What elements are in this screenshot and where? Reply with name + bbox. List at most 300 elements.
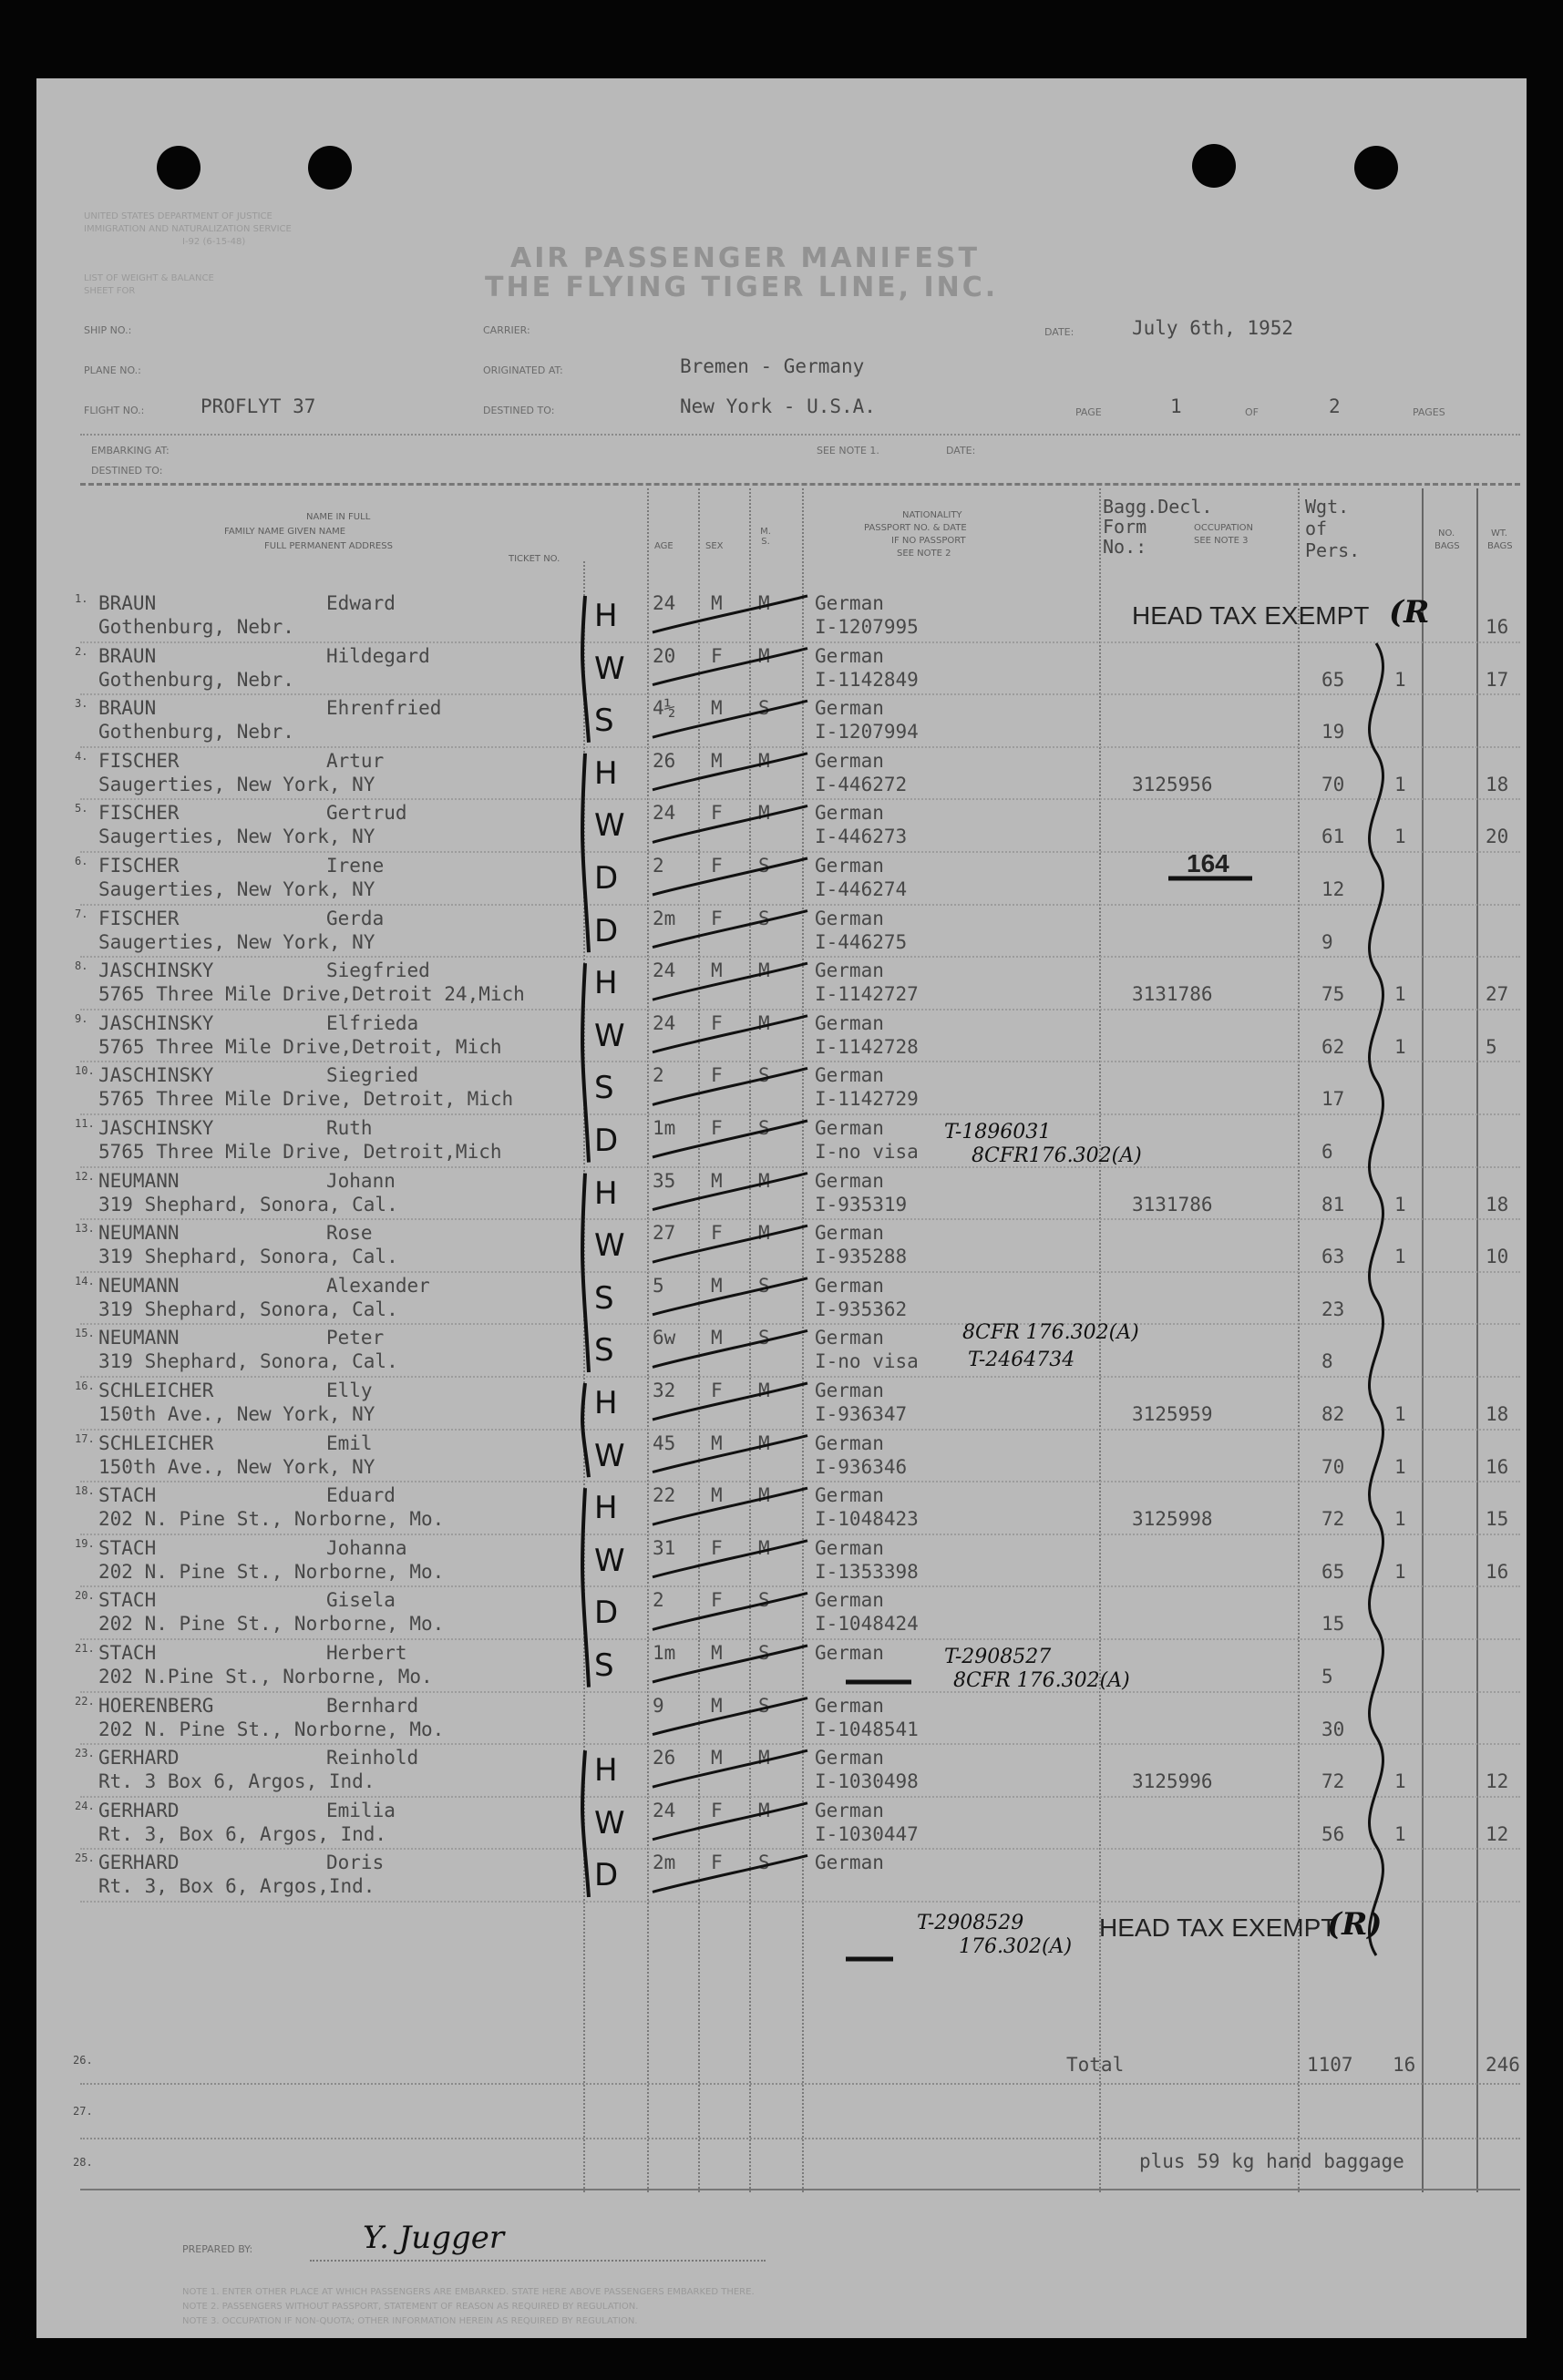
cell-given: Artur	[326, 749, 385, 772]
wgt-head-1: Wgt.	[1305, 496, 1350, 518]
cell-num: 2.	[75, 644, 88, 658]
originated-value: Bremen - Germany	[680, 355, 865, 377]
cell-wgt: 82	[1321, 1403, 1345, 1425]
cell-bags: 1	[1394, 1822, 1406, 1845]
cell-address: Saugerties, New York, NY	[98, 878, 375, 900]
cell-address: Gothenburg, Nebr.	[98, 721, 294, 744]
family-role-mark: D	[594, 1123, 619, 1159]
cell-num: 12.	[75, 1169, 95, 1183]
cell-age: 22	[653, 1484, 676, 1507]
cell-given: Edward	[326, 592, 396, 614]
cell-given: Gisela	[326, 1589, 396, 1612]
date2-label: DATE:	[946, 445, 976, 457]
cell-family: GERHARD	[98, 1852, 180, 1874]
cell-bagg: 3125959	[1132, 1403, 1213, 1425]
cell-age: 2	[653, 855, 664, 877]
carrier-title: THE FLYING TIGER LINE, INC.	[485, 272, 999, 303]
cell-age: 2m	[653, 1852, 676, 1874]
cell-address: Saugerties, New York, NY	[98, 826, 375, 848]
note-1: NOTE 1. ENTER OTHER PLACE AT WHICH PASSENGERS ARE EMBARKED. STATE HERE ABOVE PASSENGERS EMBARKED THERE.	[182, 2287, 755, 2297]
cell-address: Gothenburg, Nebr.	[98, 668, 294, 691]
cell-num: 11.	[75, 1117, 95, 1130]
cell-age: 4½	[653, 697, 676, 720]
cell-ms: M	[758, 1799, 770, 1821]
cell-address: 202 N. Pine St., Norborne, Mo.	[98, 1718, 445, 1740]
ref-25-b: 176.302(A)	[959, 1935, 1073, 1958]
cell-family: FISCHER	[98, 749, 180, 772]
cell-age: 1m	[653, 1117, 676, 1139]
pages-label: PAGES	[1413, 406, 1445, 418]
family-role-mark: W	[594, 1227, 625, 1265]
cell-num: 21.	[75, 1642, 95, 1655]
cell-family: STACH	[98, 1642, 157, 1664]
cell-sex: F	[711, 907, 723, 929]
cell-wbag: 16	[1486, 1560, 1509, 1583]
name-head-2: FAMILY NAME GIVEN NAME	[224, 527, 346, 537]
cell-nat: German	[815, 1117, 884, 1139]
cell-wbag: 17	[1486, 668, 1509, 691]
cell-wbag: 18	[1486, 1403, 1509, 1425]
cell-wgt: 12	[1321, 878, 1345, 900]
cell-nat: German	[815, 1011, 884, 1034]
cell-sex: M	[711, 592, 723, 614]
cell-address: 202 N.Pine St., Norborne, Mo.	[98, 1666, 433, 1688]
cell-nat: German	[815, 855, 884, 877]
cell-passport: I-935319	[815, 1193, 908, 1216]
cell-bags: 1	[1394, 1770, 1406, 1793]
cell-passport: I-no visa	[815, 1141, 919, 1163]
note-3: NOTE 3. OCCUPATION IF NON-QUOTA; OTHER INFORMATION HEREIN AS REQUIRED BY REGULATION.	[182, 2316, 638, 2326]
cell-passport: I-446275	[815, 930, 908, 953]
cell-ms: M	[758, 1011, 770, 1034]
cell-nat: German	[815, 1222, 884, 1245]
cell-sex: M	[711, 1642, 723, 1664]
embarking-label: EMBARKING AT:	[91, 445, 170, 457]
cell-age: 24	[653, 1011, 676, 1034]
cell-nat: German	[815, 749, 884, 772]
cell-family: JASCHINSKY	[98, 959, 214, 982]
cell-age: 32	[653, 1380, 676, 1401]
cell-family: HOERENBERG	[98, 1694, 214, 1717]
cell-family: GERHARD	[98, 1747, 180, 1770]
ref-21-a: T-2908527	[944, 1646, 1052, 1668]
strike-stroke	[653, 1646, 807, 1682]
cell-sex: F	[711, 1852, 723, 1874]
cell-bagg: 3125996	[1132, 1770, 1213, 1793]
flight-value: PROFLYT 37	[201, 395, 316, 417]
cell-nat: German	[815, 1536, 884, 1559]
strike-stroke	[653, 1855, 807, 1892]
cell-nat: German	[815, 1380, 884, 1401]
bagg-head-1: Bagg.Decl.	[1103, 496, 1213, 518]
cell-given: Johanna	[326, 1536, 407, 1559]
cell-address: 202 N. Pine St., Norborne, Mo.	[98, 1560, 445, 1583]
strike-stroke	[653, 963, 807, 1000]
exempt-wavy-line	[1369, 643, 1383, 1955]
cell-wgt: 72	[1321, 1508, 1345, 1531]
family-role-mark: H	[594, 965, 618, 1002]
cell-num: 1.	[75, 592, 88, 605]
cell-sex: F	[711, 802, 723, 825]
cell-nat: German	[815, 1484, 884, 1507]
cell-given: Gerda	[326, 907, 385, 929]
cell-family: FISCHER	[98, 802, 180, 825]
cell-family: NEUMANN	[98, 1222, 180, 1245]
family-role-mark: S	[594, 1332, 614, 1370]
cell-bags: 1	[1394, 1403, 1406, 1425]
cell-wgt: 19	[1321, 721, 1345, 744]
cell-given: Gertrud	[326, 802, 407, 825]
cell-wbag: 12	[1486, 1822, 1509, 1845]
cell-bags: 1	[1394, 1560, 1406, 1583]
wgt-head-2: of	[1305, 518, 1328, 539]
strike-stroke	[653, 858, 807, 895]
ref-15-b: T-2464734	[968, 1349, 1075, 1371]
cell-wgt: 6	[1321, 1141, 1333, 1163]
wgt-head-3: Pers.	[1305, 539, 1361, 561]
cell-wbag: 18	[1486, 1193, 1509, 1216]
cell-ms: S	[758, 907, 770, 929]
cell-num: 16.	[75, 1380, 95, 1392]
cell-wbag: 16	[1486, 616, 1509, 638]
strike-stroke	[653, 649, 807, 685]
bagg-head-2: Form	[1103, 516, 1147, 538]
cell-passport: I-1048423	[815, 1508, 919, 1531]
total-label: Total	[1066, 2054, 1125, 2076]
cell-ms: S	[758, 855, 770, 877]
cell-family: SCHLEICHER	[98, 1380, 214, 1401]
cell-wgt: 81	[1321, 1193, 1345, 1216]
cell-given: Ehrenfried	[326, 697, 442, 720]
ref-11-a: T-1896031	[944, 1121, 1052, 1144]
cell-wbag: 16	[1486, 1455, 1509, 1478]
cell-family: FISCHER	[98, 855, 180, 877]
cell-sex: M	[711, 1169, 723, 1192]
strike-stroke	[653, 1383, 807, 1420]
family-role-mark: H	[594, 598, 618, 634]
cell-sex: F	[711, 1799, 723, 1821]
cell-ms: M	[758, 749, 770, 772]
agency-line-2: IMMIGRATION AND NATURALIZATION SERVICE	[84, 224, 292, 234]
cell-sex: M	[711, 749, 723, 772]
family-bracket	[582, 596, 589, 743]
cell-ms: S	[758, 1694, 770, 1717]
cell-address: Saugerties, New York, NY	[98, 930, 375, 953]
cell-ms: M	[758, 802, 770, 825]
cell-nat: German	[815, 1694, 884, 1717]
nationality-head-2: PASSPORT NO. & DATE	[864, 523, 967, 533]
cell-address: Saugerties, New York, NY	[98, 773, 375, 795]
family-bracket	[582, 1383, 589, 1477]
cell-bagg: 3131786	[1132, 1193, 1213, 1216]
strike-stroke	[653, 1593, 807, 1629]
flight-label: FLIGHT NO.:	[84, 405, 145, 416]
cell-wgt: 23	[1321, 1298, 1345, 1320]
cell-ms: S	[758, 1117, 770, 1139]
cell-wbag: 18	[1486, 773, 1509, 795]
of-label: OF	[1245, 406, 1259, 418]
originated-label: ORIGINATED AT:	[483, 364, 563, 376]
date-value: July 6th, 1952	[1132, 317, 1294, 339]
cell-bags: 1	[1394, 1455, 1406, 1478]
cell-age: 2	[653, 1589, 664, 1612]
occupation-head-1: OCCUPATION	[1194, 523, 1254, 533]
cell-num: 23.	[75, 1747, 95, 1760]
cell-wbag: 15	[1486, 1508, 1509, 1531]
prepared-label: PREPARED BY:	[182, 2243, 253, 2255]
cell-wgt: 56	[1321, 1822, 1345, 1845]
strike-stroke	[653, 1016, 807, 1052]
cell-address: 150th Ave., New York, NY	[98, 1455, 375, 1478]
name-head-1: NAME IN FULL	[306, 512, 371, 522]
cell-given: Herbert	[326, 1642, 407, 1664]
family-role-mark: D	[594, 860, 619, 897]
strike-stroke	[653, 596, 807, 632]
family-role-mark: W	[594, 1542, 625, 1579]
cell-address: 319 Shephard, Sonora, Cal.	[98, 1298, 398, 1320]
cell-ms: M	[758, 1222, 770, 1245]
cell-address: 5765 Three Mile Drive,Detroit, Mich	[98, 1035, 502, 1058]
cell-ms: S	[758, 1852, 770, 1874]
cell-nat: German	[815, 697, 884, 720]
family-role-mark: D	[594, 1595, 619, 1632]
head-tax-exempt-stamp-1: HEAD TAX EXEMPT	[1132, 601, 1370, 630]
strike-stroke	[653, 1068, 807, 1104]
cell-sex: F	[711, 644, 723, 667]
cell-passport: I-446274	[815, 878, 908, 900]
agency-line-3: I-92 (6-15-48)	[182, 237, 246, 247]
cell-ms: M	[758, 592, 770, 614]
family-role-mark: H	[594, 754, 618, 792]
weight-note-2: SHEET FOR	[84, 286, 136, 296]
cell-age: 26	[653, 1747, 676, 1770]
cell-given: Bernhard	[326, 1694, 419, 1717]
ticket-head: TICKET NO.	[509, 554, 560, 564]
no-bags-head-1: NO.	[1438, 528, 1455, 539]
head-tax-mark-2: (R)	[1327, 1906, 1383, 1943]
cell-num: 3.	[75, 697, 88, 711]
handwriting-overlay	[36, 78, 1527, 2338]
family-role-mark: W	[594, 807, 625, 845]
strike-stroke	[653, 1121, 807, 1157]
strike-stroke	[653, 1698, 807, 1735]
cell-bags: 1	[1394, 1508, 1406, 1531]
cell-bags: 1	[1394, 983, 1406, 1006]
cell-nat: German	[815, 644, 884, 667]
strike-stroke	[653, 805, 807, 842]
cell-nat: German	[815, 907, 884, 929]
ref-21-b: 8CFR 176.302(A)	[953, 1669, 1130, 1692]
cell-wgt: 9	[1321, 930, 1333, 953]
strike-stroke	[653, 911, 807, 948]
page-value: 1	[1170, 395, 1182, 417]
cell-wbag: 20	[1486, 826, 1509, 848]
cell-address: 150th Ave., New York, NY	[98, 1403, 375, 1425]
cell-age: 5	[653, 1274, 664, 1297]
cell-wgt: 72	[1321, 1770, 1345, 1793]
cell-passport: I-1048424	[815, 1613, 919, 1636]
cell-nat: German	[815, 1064, 884, 1087]
row-num-27: 27.	[73, 2105, 93, 2118]
strike-stroke	[653, 1488, 807, 1524]
cell-wbag: 10	[1486, 1246, 1509, 1268]
cell-num: 15.	[75, 1327, 95, 1340]
cell-nat: German	[815, 1589, 884, 1612]
family-bracket	[582, 1488, 589, 1687]
cell-ms: M	[758, 1536, 770, 1559]
ms-head: M. S.	[760, 527, 771, 547]
cell-passport: I-446272	[815, 773, 908, 795]
cell-family: JASCHINSKY	[98, 1117, 214, 1139]
cell-sex: F	[711, 1064, 723, 1087]
cell-address: 202 N. Pine St., Norborne, Mo.	[98, 1508, 445, 1531]
cell-age: 24	[653, 802, 676, 825]
family-bracket	[582, 1750, 589, 1897]
cell-passport: I-1048541	[815, 1718, 919, 1740]
strike-stroke	[653, 1803, 807, 1840]
agency-line-1: UNITED STATES DEPARTMENT OF JUSTICE	[84, 211, 272, 221]
family-bracket	[582, 1174, 589, 1372]
name-head-3: FULL PERMANENT ADDRESS	[264, 541, 393, 551]
cell-passport: I-1142729	[815, 1088, 919, 1111]
strike-stroke	[653, 1226, 807, 1262]
cell-num: 25.	[75, 1852, 95, 1865]
head-tax-mark-1: (R	[1389, 594, 1430, 631]
cell-num: 17.	[75, 1431, 95, 1445]
cell-passport: I-935362	[815, 1298, 908, 1320]
cell-age: 1m	[653, 1642, 676, 1664]
cell-age: 24	[653, 959, 676, 982]
cell-family: BRAUN	[98, 697, 157, 720]
no-bags-head-2: BAGS	[1434, 541, 1460, 551]
cell-given: Peter	[326, 1327, 385, 1349]
cell-ms: S	[758, 1589, 770, 1612]
cell-address: Gothenburg, Nebr.	[98, 616, 294, 638]
cell-sex: F	[711, 1222, 723, 1245]
ref-25-a: T-2908529	[917, 1912, 1024, 1934]
cell-given: Elly	[326, 1380, 373, 1401]
cell-ms: M	[758, 1431, 770, 1454]
cell-num: 24.	[75, 1799, 95, 1812]
nationality-head-1: NATIONALITY	[902, 510, 962, 520]
date-label: DATE:	[1044, 326, 1075, 338]
cell-wgt: 62	[1321, 1035, 1345, 1058]
row-num-28: 28.	[73, 2156, 93, 2169]
cell-address: 5765 Three Mile Drive, Detroit, Mich	[98, 1088, 514, 1111]
cell-nat: German	[815, 1642, 884, 1664]
strike-stroke	[653, 701, 807, 737]
cell-address: 319 Shephard, Sonora, Cal.	[98, 1193, 398, 1216]
cell-num: 18.	[75, 1484, 95, 1498]
cell-family: JASCHINSKY	[98, 1011, 214, 1034]
cell-passport: I-1142728	[815, 1035, 919, 1058]
weight-note-1: LIST OF WEIGHT & BALANCE	[84, 273, 214, 283]
total-bags: 16	[1393, 2054, 1416, 2076]
cell-num: 5.	[75, 802, 88, 816]
occupation-head-2: SEE NOTE 3	[1194, 536, 1249, 546]
cell-sex: M	[711, 959, 723, 982]
cell-wgt: 5	[1321, 1666, 1333, 1688]
cell-given: Alexander	[326, 1274, 430, 1297]
strike-stroke	[653, 1330, 807, 1367]
cell-num: 6.	[75, 855, 88, 867]
cell-ms: M	[758, 644, 770, 667]
sex-head: SEX	[705, 541, 724, 551]
cell-wgt: 63	[1321, 1246, 1345, 1268]
cell-num: 19.	[75, 1536, 95, 1550]
cell-nat: German	[815, 1431, 884, 1454]
family-role-mark: H	[594, 1752, 618, 1790]
cell-passport: I-1353398	[815, 1560, 919, 1583]
cell-sex: M	[711, 1694, 723, 1717]
family-role-mark: H	[594, 1490, 618, 1527]
note-2: NOTE 2. PASSENGERS WITHOUT PASSPORT, STATEMENT OF REASON AS REQUIRED BY REGULATION.	[182, 2302, 639, 2312]
cell-ms: S	[758, 1064, 770, 1087]
cell-address: 5765 Three Mile Drive, Detroit,Mich	[98, 1141, 502, 1163]
cell-bagg: 3125998	[1132, 1508, 1213, 1531]
cell-given: Eduard	[326, 1484, 396, 1507]
ref-11-b: 8CFR176.302(A)	[972, 1144, 1142, 1167]
cell-nat: German	[815, 1274, 884, 1297]
nationality-head-4: SEE NOTE 2	[897, 549, 951, 559]
cell-sex: F	[711, 1589, 723, 1612]
cell-family: JASCHINSKY	[98, 1064, 214, 1087]
cell-age: 27	[653, 1222, 676, 1245]
cell-passport: I-1142849	[815, 668, 919, 691]
cell-family: NEUMANN	[98, 1274, 180, 1297]
cell-address: 319 Shephard, Sonora, Cal.	[98, 1350, 398, 1373]
cell-given: Siegfried	[326, 959, 430, 982]
page-label: PAGE	[1075, 406, 1102, 418]
cell-address: Rt. 3 Box 6, Argos, Ind.	[98, 1770, 375, 1793]
cell-wgt: 61	[1321, 826, 1345, 848]
cell-passport: I-1207995	[815, 616, 919, 638]
cell-wgt: 65	[1321, 1560, 1345, 1583]
cell-given: Hildegard	[326, 644, 430, 667]
cell-address: 319 Shephard, Sonora, Cal.	[98, 1246, 398, 1268]
cell-family: SCHLEICHER	[98, 1431, 214, 1454]
family-role-mark: S	[594, 1647, 614, 1684]
family-role-mark: S	[594, 1279, 614, 1317]
strike-stroke	[653, 1436, 807, 1472]
cell-sex: F	[711, 1117, 723, 1139]
cell-sex: M	[711, 1484, 723, 1507]
cell-family: STACH	[98, 1589, 157, 1612]
cell-nat: German	[815, 1747, 884, 1770]
cell-sex: F	[711, 1011, 723, 1034]
cell-family: FISCHER	[98, 907, 180, 929]
cell-passport: I-1030498	[815, 1770, 919, 1793]
bagg-head-3: No.:	[1103, 536, 1147, 558]
cell-bags: 1	[1394, 1035, 1406, 1058]
cell-family: BRAUN	[98, 592, 157, 614]
family-role-mark: H	[594, 1175, 618, 1212]
cell-wgt: 8	[1321, 1350, 1333, 1373]
cell-passport: I-no visa	[815, 1350, 919, 1373]
ref-15-a: 8CFR 176.302(A)	[962, 1321, 1139, 1344]
family-role-mark: W	[594, 650, 625, 687]
cell-age: 6w	[653, 1327, 676, 1349]
cell-wgt: 30	[1321, 1718, 1345, 1740]
cell-address: 5765 Three Mile Drive,Detroit 24,Mich	[98, 983, 525, 1006]
cell-given: Rose	[326, 1222, 373, 1245]
total-wgt: 1107	[1307, 2054, 1353, 2076]
age-head: AGE	[654, 541, 674, 551]
cell-family: STACH	[98, 1536, 157, 1559]
cell-passport: I-1207994	[815, 721, 919, 744]
cell-passport: I-446273	[815, 826, 908, 848]
cell-num: 9.	[75, 1011, 88, 1025]
